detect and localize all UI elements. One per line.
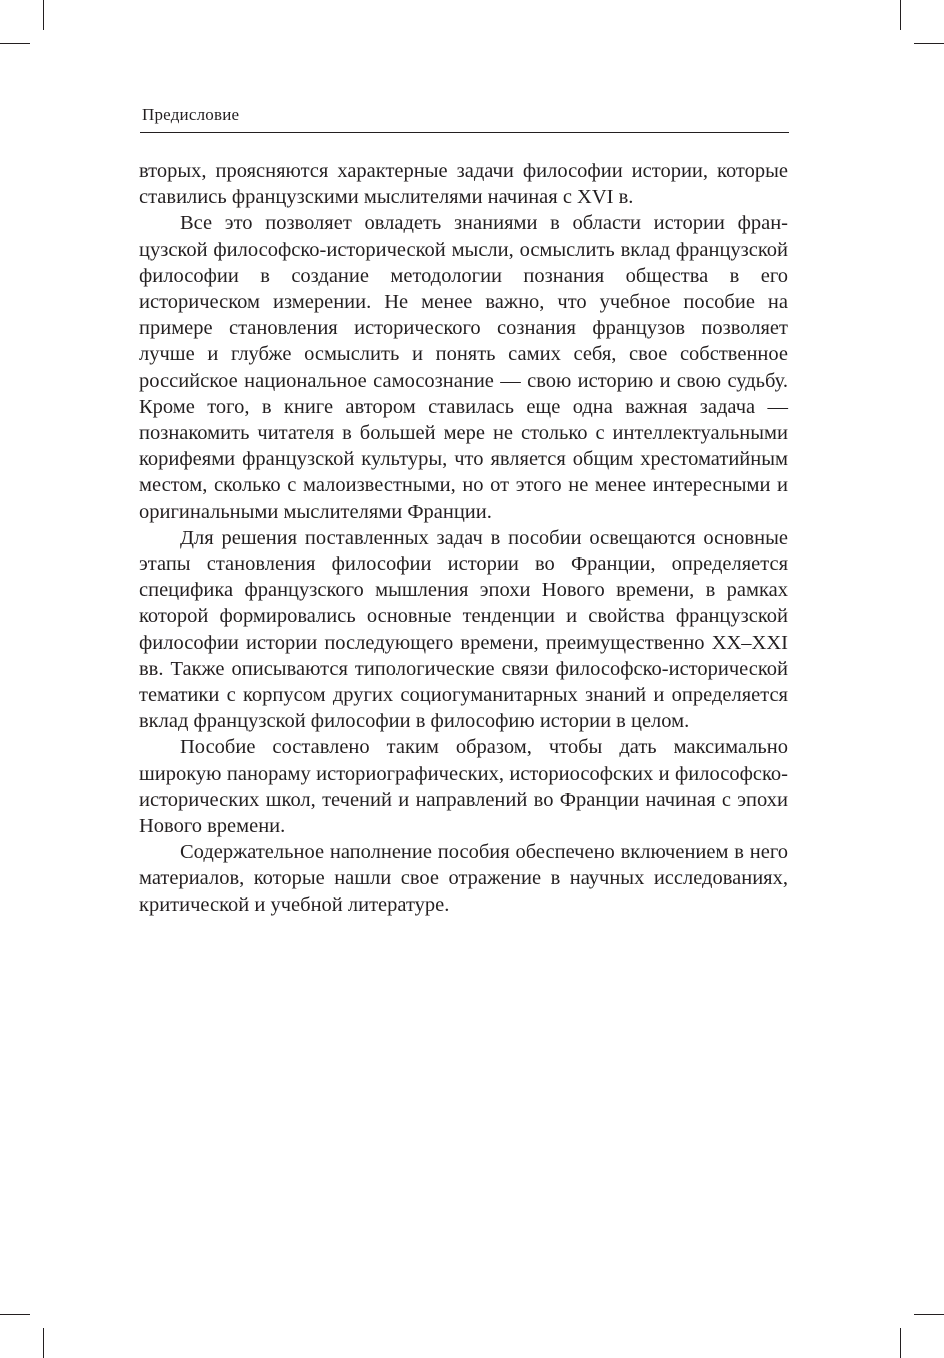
crop-mark-bottom-right-horizontal [914, 1314, 944, 1315]
crop-mark-top-right-vertical [900, 0, 901, 30]
paragraph-4: Пособие составлено таким образом, чтобы дать максимально широкую панораму историографических, историософских и философско-исторических школ, течений и направлений во Франции начиная с эпохи Нового времени. [139, 736, 788, 838]
paragraph-1: вторых, проясняются характерные задачи философии истории, которые ставились французскими мыслителями начиная с XVI в. [139, 160, 788, 209]
running-header [140, 104, 789, 133]
crop-mark-top-left-vertical [43, 0, 44, 30]
paragraph-3: Для решения поставленных задач в пособии освещаются основные этапы становления философии истории во Франции, определяется специфика французского мышления эпохи Нового времени, в рамках которой формировались основные тенденции и свойства французской философии истории последующего времени, преимущественно XX–XXI вв. Также описываются типологические связи философско-исторической тематики с корпусом других социогуманитарных знаний и определяется вклад французской философии в философию истории в целом. [139, 526, 788, 733]
crop-mark-bottom-left-vertical [43, 1328, 44, 1358]
body-text [139, 158, 788, 918]
paragraph-2: Все это позволяет овладеть знаниями в области истории французской философско-исторической мысли, осмыслить вклад французской философии в создание методологии познания общества в его историческом измерении. Не менее важно, что учебное пособие на примере становления исторического сознания французов позволяет лучше и глубже осмыслить и понять самих себя, свое собственное российское национальное самосознание — свою историю и свою судьбу. Кроме того, в книге автором ставилась еще одна важная задача — познакомить читателя в большей мере не столько с интеллектуальными корифеями французской культуры, что является общим хрестоматийным местом, сколько с малоизвестными, но от этого не менее интересными и оригинальными мыслителями Франции. [139, 212, 788, 523]
crop-mark-top-left-horizontal [0, 43, 30, 44]
crop-mark-top-right-horizontal [914, 43, 944, 44]
running-header-title: Предисловие [142, 105, 240, 124]
crop-mark-bottom-right-vertical [900, 1328, 901, 1358]
paragraph-5: Содержательное наполнение пособия обеспечено включением в него материалов, которые нашли свое отражение в научных исследованиях, критической и учебной литературе. [139, 841, 788, 916]
crop-mark-bottom-left-horizontal [0, 1314, 30, 1315]
